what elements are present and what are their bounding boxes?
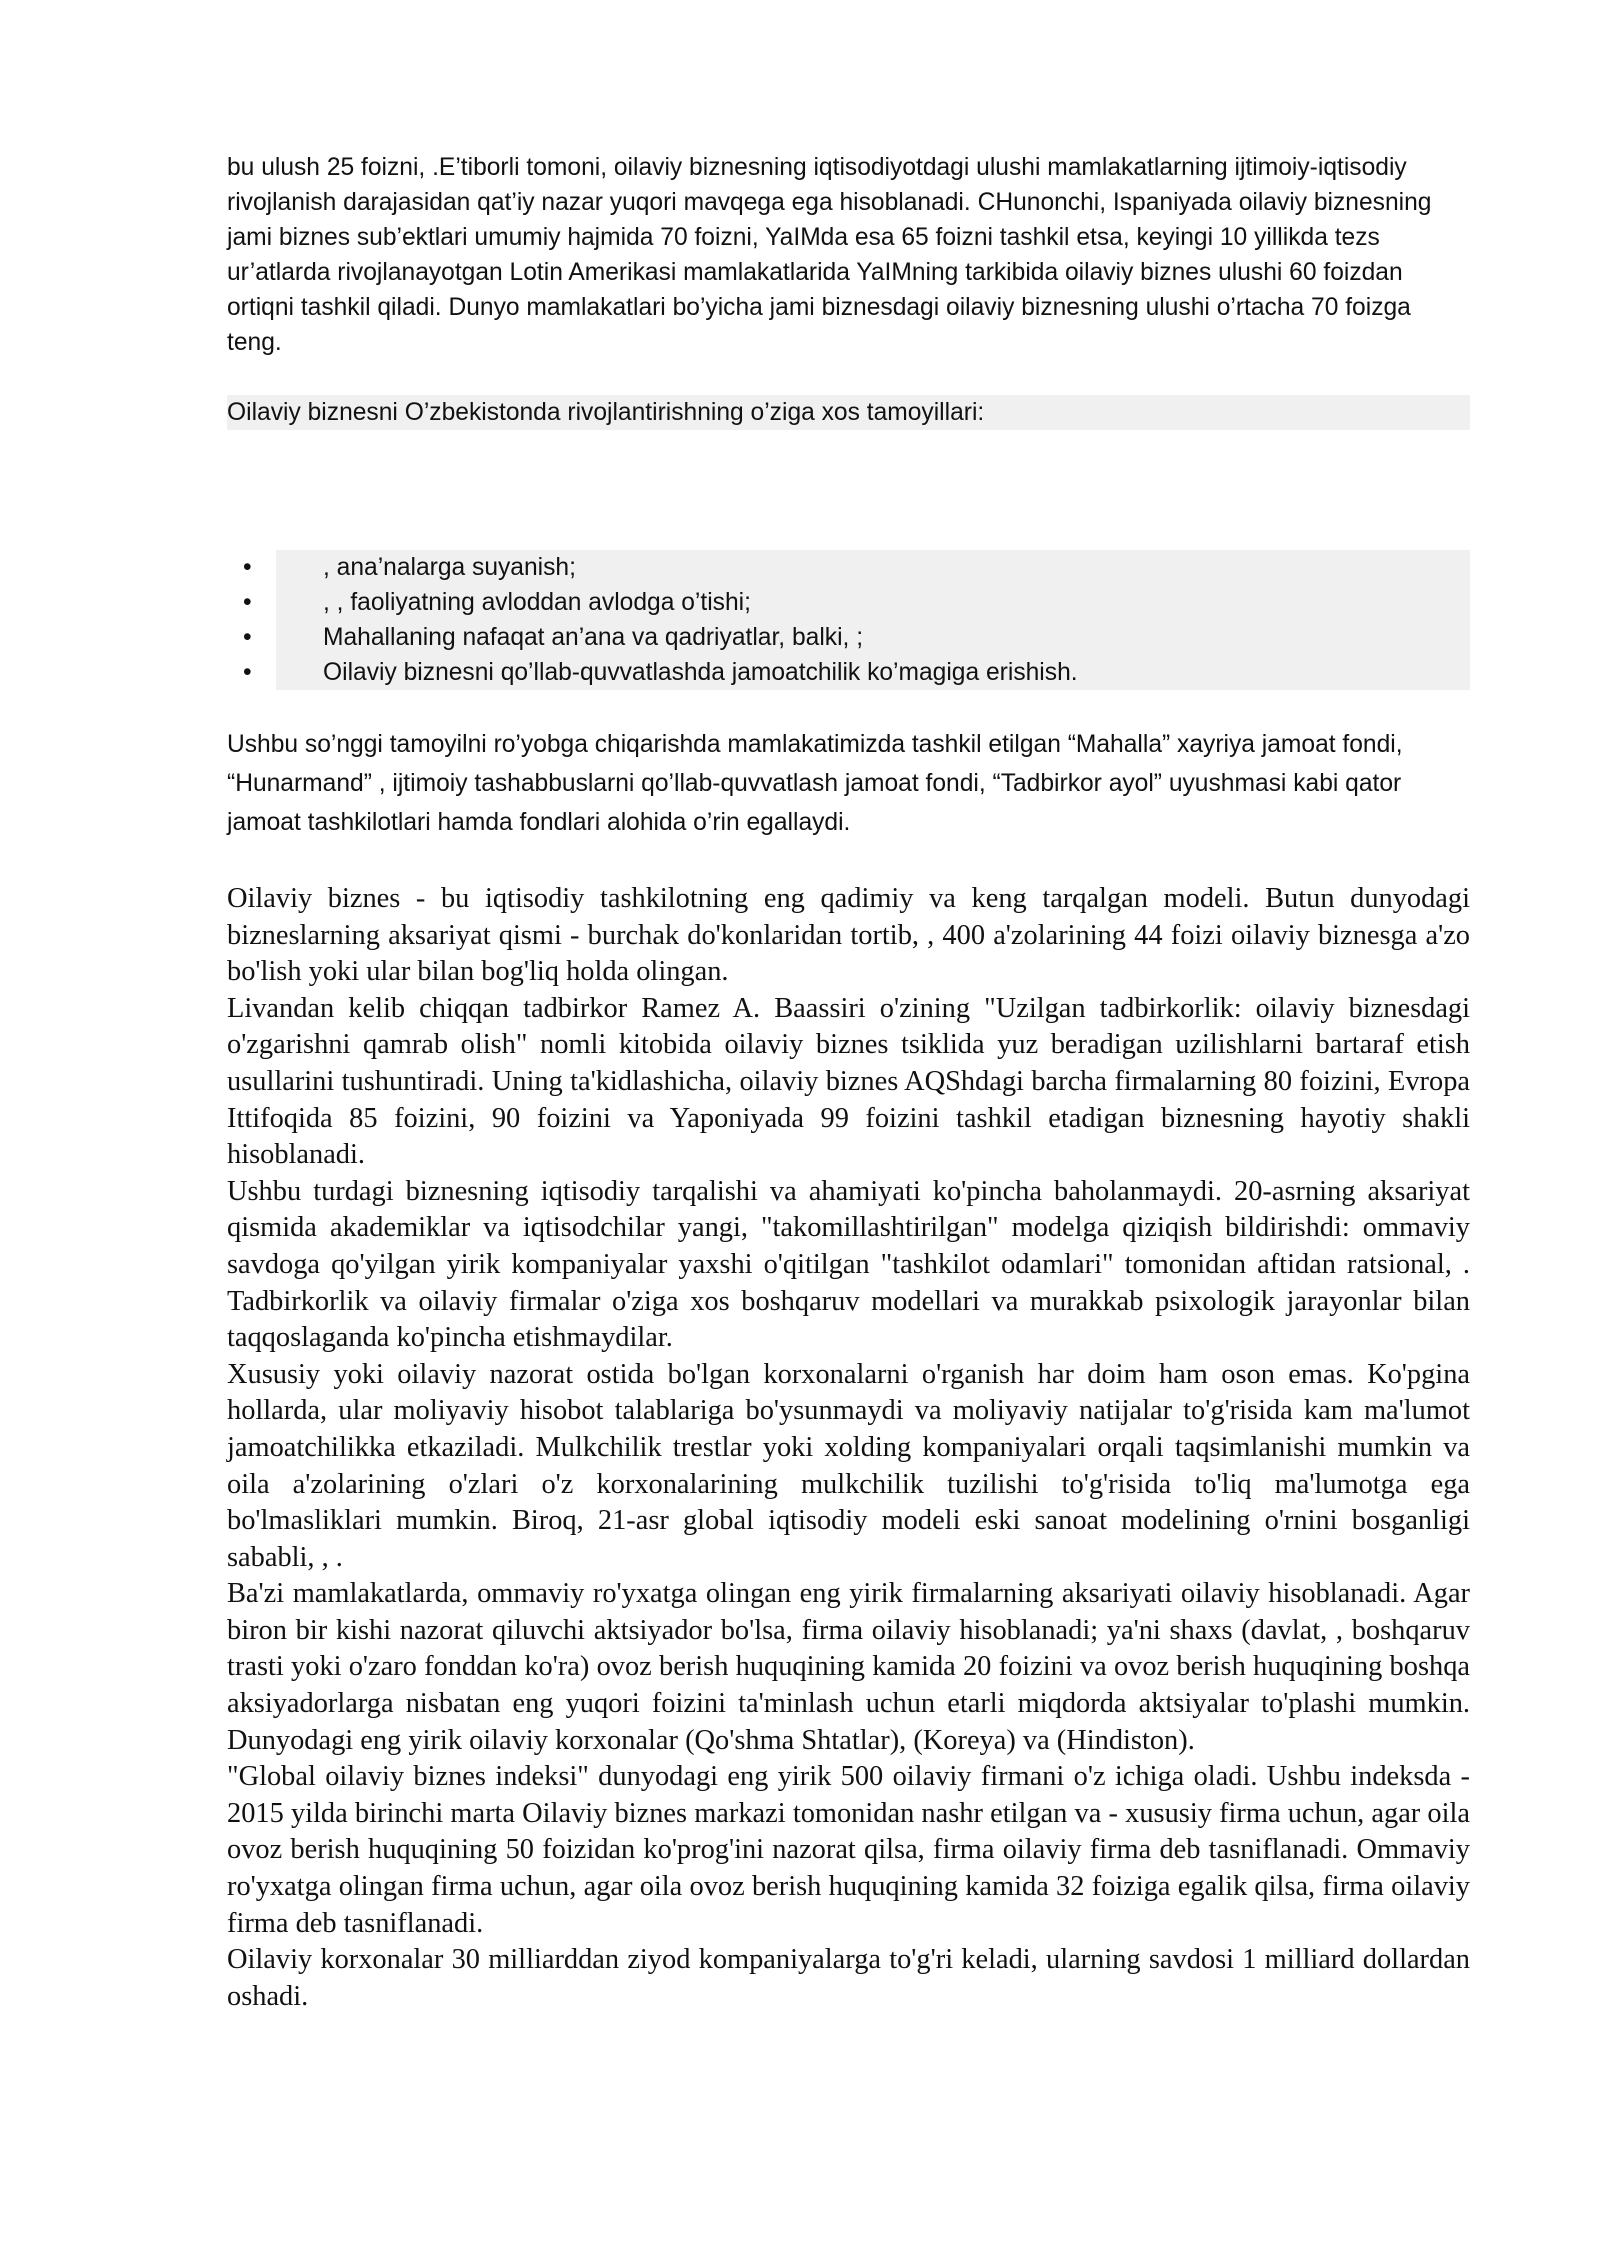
list-item <box>243 550 1470 585</box>
list-item-text: , ana’nalarga suyanish; <box>323 554 576 581</box>
list-item <box>243 585 1470 620</box>
list-item-text: Mahallaning nafaqat an’ana va qadriyatlar, balki, ; <box>323 624 864 651</box>
list-item <box>243 620 1470 655</box>
list-item-text: , , faoliyatning avloddan avlodga o’tishi; <box>323 589 751 616</box>
body-text <box>227 881 1470 2015</box>
body-paragraph: Livandan kelib chiqqan tadbirkor Ramez A. Baassiri o'zining "Uzilgan tadbirkorlik: oilaviy biznesdagi o'zgarishni qamrab olish" nomli kitobida oilaviy biznes tsiklida yuz beradigan uzilishlarni bartaraf etish usullarini tushuntiradi. Uning ta'kidlashicha, oilaviy biznes AQShdagi barcha firmalarning 80 foizini, Evropa Ittifoqida 85 foizini, 90 foizini va Yaponiyada 99 foizini tashkil etadigan biznesning hayotiy shakli hisoblanadi. <box>227 992 1470 1171</box>
principles-list <box>243 550 1470 690</box>
bullet-icon: • <box>243 624 252 651</box>
principles-heading-band <box>227 395 1470 430</box>
bullet-icon: • <box>243 589 252 616</box>
list-item-text: Oilaviy biznesni qo’llab-quvvatlashda jamoatchilik ko’magiga erishish. <box>323 659 1078 686</box>
body-paragraph: Xususiy yoki oilaviy nazorat ostida bo'lgan korxonalarni o'rganish har doim ham oson emas. Ko'pgina hollarda, ular moliyaviy hisobot talablariga bo'ysunmaydi va moliyaviy natijalar to'g'risida kam ma'lumot jamoatchilikka etkaziladi. Mulkchilik trestlar yoki xolding kompaniyalari orqali taqsimlanishi mumkin va oila a'zolarining o'zlari o'z korxonalarining mulkchilik tuzilishi to'g'risida to'liq ma'lumotga ega bo'lmasliklari mumkin. Biroq, 21-asr global iqtisodiy modeli eski sanoat modelining o'rnini bosganligi sababli, , . <box>227 1358 1470 1573</box>
body-paragraph: Oilaviy korxonalar 30 milliarddan ziyod kompaniyalarga to'g'ri keladi, ularning savdosi 1 milliard dollardan oshadi. <box>227 1944 1470 2012</box>
principles-list-band <box>243 550 1470 690</box>
list-item <box>243 655 1470 690</box>
body-paragraph: Oilaviy biznes - bu iqtisodiy tashkilotning eng qadimiy va keng tarqalgan modeli. Butun dunyodagi bizneslarning aksariyat qismi - burchak do'konlaridan tortib, , 400 a'zolarining 44 foizi oilaviy biznesga a'zo bo'lish yoki ular bilan bog'liq holda olingan. <box>227 883 1470 988</box>
closing-paragraph: Ushbu so’nggi tamoyilni ro’yobga chiqarishda mamlakatimizda tashkil etilgan “Mahalla” xayriya jamoat fondi, “Hunarmand” , ijtimoiy tashabbuslarni qo’llab-quvvatlash jamoat fondi, “Tadbirkor ayol” uyushmasi kabi qator jamoat tashkilotlari hamda fondlari alohida o’rin egallaydi. <box>227 731 1403 836</box>
document-page <box>227 150 1470 2015</box>
body-paragraph: "Global oilaviy biznes indeksi" dunyodagi eng yirik 500 oilaviy firmani o'z ichiga oladi. Ushbu indeksda - 2015 yilda birinchi marta Oilaviy biznes markazi tomonidan nashr etilgan va - xususiy firma uchun, agar oila ovoz berish huquqining 50 foizidan ko'prog'ini nazorat qilsa, firma oilaviy firma deb tasniflanadi. Ommaviy ro'yxatga olingan firma uchun, agar oila ovoz berish huquqining kamida 32 foiziga egalik qilsa, firma oilaviy firma deb tasniflanadi. <box>227 1761 1470 1939</box>
bullet-icon: • <box>243 554 252 581</box>
body-paragraph: Ushbu turdagi biznesning iqtisodiy tarqalishi va ahamiyati ko'pincha baholanmaydi. 20-asrning aksariyat qismida akademiklar va iqtisodchilar yangi, "takomillashtirilgan" modelga qiziqish bildirishdi: ommaviy savdoga qo'yilgan yirik kompaniyalar yaxshi o'qitilgan "tashkilot odamlari" tomonidan aftidan ratsional, . Tadbirkorlik va oilaviy firmalar o'ziga xos boshqaruv modellari va murakkab psixologik jarayonlar bilan taqqoslaganda ko'pincha etishmaydilar. <box>227 1175 1470 1354</box>
intro-paragraph: bu ulush 25 foizni, .E’tiborli tomoni, oilaviy biznesning iqtisodiyotdagi ulushi mamlakatlarning ijtimoiy-iqtisodiy rivojlanish darajasidan qat’iy nazar yuqori mavqega ega hisoblanadi. CHunonchi, Ispaniyada oilaviy biznesning jami biznes sub’ektlari umumiy hajmida 70 foizni, YaIMda esa 65 foizni tashkil etsa, keyingi 10 yillikda tezs ur’atlarda rivojlanayotgan Lotin Amerikasi mamlakatlarida YaIMning tarkibida oilaviy biznes ulushi 60 foizdan ortiqni tashkil qiladi. Dunyo mamlakatlari bo’yicha jami biznesdagi oilaviy biznesning ulushi o’rtacha 70 foizga teng. <box>227 154 1432 356</box>
body-paragraph: Ba'zi mamlakatlarda, ommaviy ro'yxatga olingan eng yirik firmalarning aksariyati oilaviy hisoblanadi. Agar biron bir kishi nazorat qiluvchi aktsiyador bo'lsa, firma oilaviy hisoblanadi; ya'ni shaxs (davlat, , boshqaruv trasti yoki o'zaro fonddan ko'ra) ovoz berish huquqining kamida 20 foizini va ovoz berish huquqining boshqa aksiyadorlarga nisbatan eng yuqori foizini ta'minlash uchun etarli miqdorda aktsiyalar to'plashi mumkin. Dunyodagi eng yirik oilaviy korxonalar (Qo'shma Shtatlar), (Koreya) va (Hindiston). <box>227 1578 1470 1756</box>
principles-heading: Oilaviy biznesni O’zbekistonda rivojlantirishning o’ziga xos tamoyillari: <box>227 399 985 426</box>
bullet-icon: • <box>243 659 252 686</box>
